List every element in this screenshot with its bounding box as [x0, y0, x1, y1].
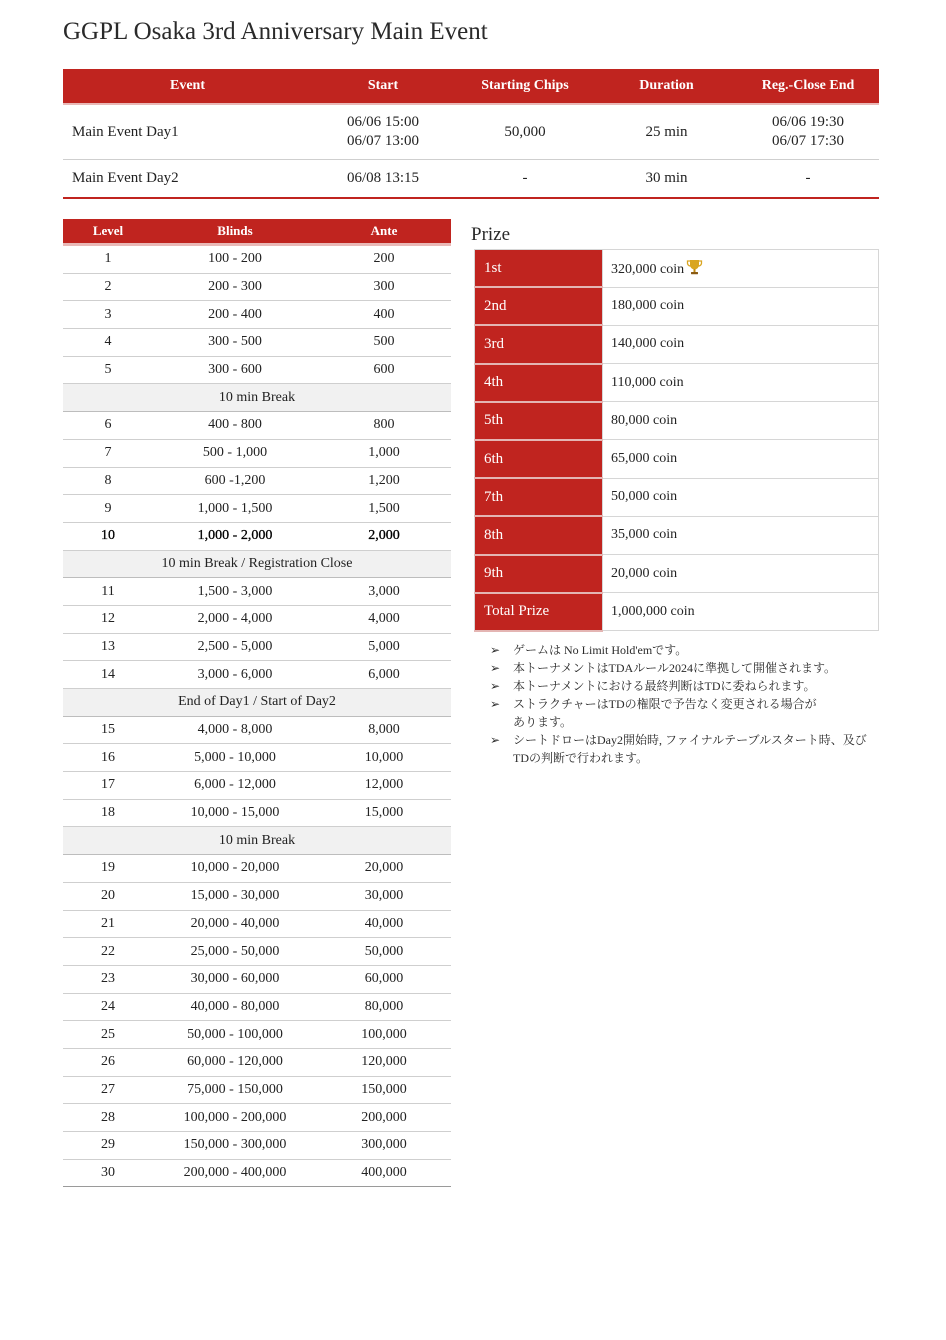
- event-start: [312, 104, 454, 160]
- cell-ante: 100,000: [317, 1021, 451, 1049]
- cell-level: 13: [63, 633, 153, 661]
- event-reg-close: [737, 104, 879, 160]
- prize-amount: 35,000 coin: [611, 527, 678, 543]
- break-label: 10 min Break / Registration Close: [63, 550, 451, 578]
- cell-level: 5: [63, 356, 153, 384]
- cell-level: 21: [63, 910, 153, 938]
- break-label: End of Day1 / Start of Day2: [63, 689, 451, 717]
- prize-amount: 1,000,000 coin: [611, 603, 695, 619]
- cell-level: 8: [63, 467, 153, 495]
- blind-level-row: [63, 772, 451, 800]
- event-schedule-table: [63, 69, 879, 199]
- note-item: [490, 641, 880, 659]
- event-chips: -: [454, 160, 596, 199]
- blind-level-row: [63, 716, 451, 744]
- blind-level-row: [63, 910, 451, 938]
- prize-amount: 80,000 coin: [611, 412, 678, 428]
- break-row: [63, 550, 451, 578]
- cell-blinds: 1,000 - 2,000: [153, 522, 317, 550]
- cell-ante: 120,000: [317, 1048, 451, 1076]
- cell-ante: 1,200: [317, 467, 451, 495]
- blind-level-row: [63, 855, 451, 883]
- cell-ante: 10,000: [317, 744, 451, 772]
- cell-ante: 150,000: [317, 1076, 451, 1104]
- cell-ante: 400,000: [317, 1159, 451, 1187]
- cell-level: 12: [63, 605, 153, 633]
- prize-place: 8th: [475, 516, 603, 554]
- break-row: [63, 384, 451, 412]
- cell-level: 3: [63, 301, 153, 329]
- cell-blinds: 75,000 - 150,000: [153, 1076, 317, 1104]
- cell-ante: 80,000: [317, 993, 451, 1021]
- prize-row: [475, 402, 879, 440]
- cell-level: 1: [63, 245, 153, 274]
- start-time: 06/07 13:00: [346, 133, 420, 149]
- cell-level: 27: [63, 1076, 153, 1104]
- cell-blinds: 400 - 800: [153, 412, 317, 440]
- cell-ante: 20,000: [317, 855, 451, 883]
- cell-ante: 60,000: [317, 965, 451, 993]
- blinds-table-body: [63, 245, 451, 1187]
- blind-level-row: [63, 356, 451, 384]
- cell-level: 14: [63, 661, 153, 689]
- blinds-table-header: [63, 219, 451, 245]
- header-starting-chips: Starting Chips: [454, 69, 596, 104]
- prize-amount-cell: [603, 593, 879, 631]
- prize-amount-cell: [603, 325, 879, 363]
- cell-ante: 30,000: [317, 882, 451, 910]
- blind-level-row: [63, 1104, 451, 1132]
- blind-level-row: [63, 744, 451, 772]
- cell-blinds: 5,000 - 10,000: [153, 744, 317, 772]
- cell-level: 30: [63, 1159, 153, 1187]
- cell-blinds: 150,000 - 300,000: [153, 1132, 317, 1160]
- prize-row: [475, 287, 879, 325]
- blind-level-row: [63, 1076, 451, 1104]
- cell-ante: 4,000: [317, 605, 451, 633]
- cell-ante: 300: [317, 273, 451, 301]
- blind-level-row: [63, 245, 451, 274]
- note-text: ストラクチャーはTDの権限で予告なく変更される場合が: [513, 697, 817, 711]
- event-chips: 50,000: [454, 104, 596, 160]
- prize-place: 7th: [475, 478, 603, 516]
- break-row: [63, 827, 451, 855]
- cell-blinds: 4,000 - 8,000: [153, 716, 317, 744]
- prize-amount: 320,000 coin: [611, 261, 685, 277]
- event-duration: 25 min: [596, 104, 737, 160]
- blind-level-row: [63, 273, 451, 301]
- prize-place: 5th: [475, 402, 603, 440]
- prize-amount: 65,000 coin: [611, 451, 678, 467]
- cell-ante: 8,000: [317, 716, 451, 744]
- cell-blinds: 20,000 - 40,000: [153, 910, 317, 938]
- rules-notes-list: [490, 641, 880, 767]
- blind-level-row: [63, 993, 451, 1021]
- blind-level-row: [63, 965, 451, 993]
- cell-blinds: 30,000 - 60,000: [153, 965, 317, 993]
- blind-level-row: [63, 467, 451, 495]
- arrow-bullet-icon: ➢: [490, 679, 501, 693]
- cell-ante: 500: [317, 329, 451, 357]
- cell-level: 25: [63, 1021, 153, 1049]
- cell-level: 11: [63, 578, 153, 606]
- cell-blinds: 200 - 400: [153, 301, 317, 329]
- cell-level: 4: [63, 329, 153, 357]
- blind-level-row: [63, 412, 451, 440]
- event-name: Main Event Day1: [63, 104, 312, 160]
- prize-amount: 20,000 coin: [611, 565, 678, 581]
- cell-blinds: 2,000 - 4,000: [153, 605, 317, 633]
- prize-amount: 110,000 coin: [611, 374, 684, 390]
- arrow-bullet-icon: ➢: [490, 697, 501, 711]
- cell-blinds: 300 - 500: [153, 329, 317, 357]
- cell-ante: 5,000: [317, 633, 451, 661]
- cell-ante: 300,000: [317, 1132, 451, 1160]
- header-blinds: Blinds: [153, 219, 317, 245]
- cell-blinds: 2,500 - 5,000: [153, 633, 317, 661]
- prize-row: [475, 250, 879, 288]
- cell-ante: 400: [317, 301, 451, 329]
- cell-blinds: 600 -1,200: [153, 467, 317, 495]
- prize-amount-cell: [603, 402, 879, 440]
- cell-level: 6: [63, 412, 153, 440]
- event-start: 06/08 13:15: [312, 160, 454, 199]
- blind-level-row: [63, 495, 451, 523]
- blind-level-row: [63, 439, 451, 467]
- cell-blinds: 60,000 - 120,000: [153, 1048, 317, 1076]
- cell-ante: 800: [317, 412, 451, 440]
- header-ante: Ante: [317, 219, 451, 245]
- arrow-bullet-icon: ➢: [490, 643, 501, 657]
- arrow-bullet-icon: ➢: [490, 733, 501, 747]
- cell-blinds: 15,000 - 30,000: [153, 882, 317, 910]
- cell-level: 29: [63, 1132, 153, 1160]
- cell-blinds: 200,000 - 400,000: [153, 1159, 317, 1187]
- cell-ante: 15,000: [317, 799, 451, 827]
- cell-level: 7: [63, 439, 153, 467]
- cell-level: 23: [63, 965, 153, 993]
- header-duration: Duration: [596, 69, 737, 104]
- cell-blinds: 25,000 - 50,000: [153, 938, 317, 966]
- break-row: [63, 689, 451, 717]
- blind-level-row: [63, 522, 451, 550]
- cell-blinds: 3,000 - 6,000: [153, 661, 317, 689]
- prize-row: [475, 364, 879, 402]
- prize-place: Total Prize: [475, 593, 603, 631]
- cell-blinds: 100 - 200: [153, 245, 317, 274]
- note-text: あります。: [513, 715, 573, 729]
- note-item: [490, 731, 880, 767]
- cell-blinds: 1,000 - 1,500: [153, 495, 317, 523]
- event-duration: 30 min: [596, 160, 737, 199]
- cell-level: 16: [63, 744, 153, 772]
- event-row-day2: [63, 160, 879, 199]
- prize-amount: 140,000 coin: [611, 336, 685, 352]
- prize-amount-cell: [603, 440, 879, 478]
- cell-ante: 600: [317, 356, 451, 384]
- cell-ante: 6,000: [317, 661, 451, 689]
- note-text: ゲームは No Limit Hold'emです。: [513, 643, 688, 657]
- cell-blinds: 10,000 - 15,000: [153, 799, 317, 827]
- cell-blinds: 1,500 - 3,000: [153, 578, 317, 606]
- cell-blinds: 10,000 - 20,000: [153, 855, 317, 883]
- note-item: [490, 695, 880, 731]
- start-time: 06/06 15:00: [346, 114, 420, 130]
- event-name: Main Event Day2: [63, 160, 312, 199]
- blind-level-row: [63, 605, 451, 633]
- blind-level-row: [63, 301, 451, 329]
- blind-level-row: [63, 1132, 451, 1160]
- prize-row: [475, 325, 879, 363]
- blind-level-row: [63, 799, 451, 827]
- blind-level-row: [63, 1048, 451, 1076]
- cell-blinds: 200 - 300: [153, 273, 317, 301]
- cell-blinds: 40,000 - 80,000: [153, 993, 317, 1021]
- cell-level: 28: [63, 1104, 153, 1132]
- trophy-icon: [686, 259, 703, 278]
- event-table-header: [63, 69, 879, 104]
- break-label: 10 min Break: [63, 384, 451, 412]
- blind-level-row: [63, 329, 451, 357]
- note-item: [490, 659, 880, 677]
- cell-ante: 40,000: [317, 910, 451, 938]
- cell-level: 22: [63, 938, 153, 966]
- cell-blinds: 50,000 - 100,000: [153, 1021, 317, 1049]
- prize-amount-cell: [603, 516, 879, 554]
- cell-blinds: 100,000 - 200,000: [153, 1104, 317, 1132]
- cell-ante: 200: [317, 245, 451, 274]
- note-text: 本トーナメントにおける最終判断はTDに委ねられます。: [513, 679, 816, 693]
- prize-place: 4th: [475, 364, 603, 402]
- break-label: 10 min Break: [63, 827, 451, 855]
- note-text: TDの判断で行われます。: [513, 751, 649, 765]
- header-level: Level: [63, 219, 153, 245]
- blind-level-row: [63, 1159, 451, 1187]
- event-reg-close: -: [737, 160, 879, 199]
- prize-amount-cell: [603, 555, 879, 593]
- header-start: Start: [312, 69, 454, 104]
- cell-level: 9: [63, 495, 153, 523]
- cell-level: 2: [63, 273, 153, 301]
- blind-level-row: [63, 633, 451, 661]
- cell-ante: 3,000: [317, 578, 451, 606]
- cell-level: 24: [63, 993, 153, 1021]
- page-title: GGPL Osaka 3rd Anniversary Main Event: [63, 18, 488, 45]
- cell-level: 15: [63, 716, 153, 744]
- prize-title: Prize: [471, 224, 511, 245]
- cell-ante: 1,500: [317, 495, 451, 523]
- cell-level: 17: [63, 772, 153, 800]
- cell-blinds: 300 - 600: [153, 356, 317, 384]
- cell-ante: 2,000: [317, 522, 451, 550]
- cell-blinds: 500 - 1,000: [153, 439, 317, 467]
- prize-row: [475, 440, 879, 478]
- blind-level-row: [63, 661, 451, 689]
- cell-level: 10: [63, 522, 153, 550]
- blind-level-row: [63, 1021, 451, 1049]
- cell-blinds: 6,000 - 12,000: [153, 772, 317, 800]
- prize-amount-cell: [603, 364, 879, 402]
- note-text: 本トーナメントはTDAルール2024に準拠して開催されます。: [513, 661, 836, 675]
- blind-level-row: [63, 882, 451, 910]
- prize-place: 1st: [475, 250, 603, 288]
- prize-place: 9th: [475, 555, 603, 593]
- reg-close-time: 06/07 17:30: [771, 133, 845, 149]
- prize-amount-cell: [603, 478, 879, 516]
- cell-level: 18: [63, 799, 153, 827]
- note-text: シートドローはDay2開始時, ファイナルテーブルスタート時、及び: [513, 733, 867, 747]
- cell-level: 19: [63, 855, 153, 883]
- cell-level: 26: [63, 1048, 153, 1076]
- arrow-bullet-icon: ➢: [490, 661, 501, 675]
- prize-row: [475, 478, 879, 516]
- prize-place: 3rd: [475, 325, 603, 363]
- prize-table-body: [475, 250, 879, 631]
- blind-level-row: [63, 578, 451, 606]
- prize-row: [475, 516, 879, 554]
- cell-level: 20: [63, 882, 153, 910]
- cell-ante: 50,000: [317, 938, 451, 966]
- prize-amount: 50,000 coin: [611, 489, 678, 505]
- prize-place: 6th: [475, 440, 603, 478]
- cell-ante: 1,000: [317, 439, 451, 467]
- blind-structure-table: [63, 219, 451, 1187]
- event-row-day1: [63, 104, 879, 160]
- prize-row: [475, 593, 879, 631]
- header-reg-close: Reg.-Close End: [737, 69, 879, 104]
- header-event: Event: [63, 69, 312, 104]
- reg-close-time: 06/06 19:30: [771, 114, 845, 130]
- prize-amount: 180,000 coin: [611, 298, 685, 314]
- prize-place: 2nd: [475, 287, 603, 325]
- cell-ante: 200,000: [317, 1104, 451, 1132]
- prize-amount-cell: [603, 287, 879, 325]
- cell-ante: 12,000: [317, 772, 451, 800]
- note-item: [490, 677, 880, 695]
- prize-amount-cell: [603, 250, 879, 288]
- prize-table: [474, 249, 879, 632]
- prize-row: [475, 555, 879, 593]
- blind-level-row: [63, 938, 451, 966]
